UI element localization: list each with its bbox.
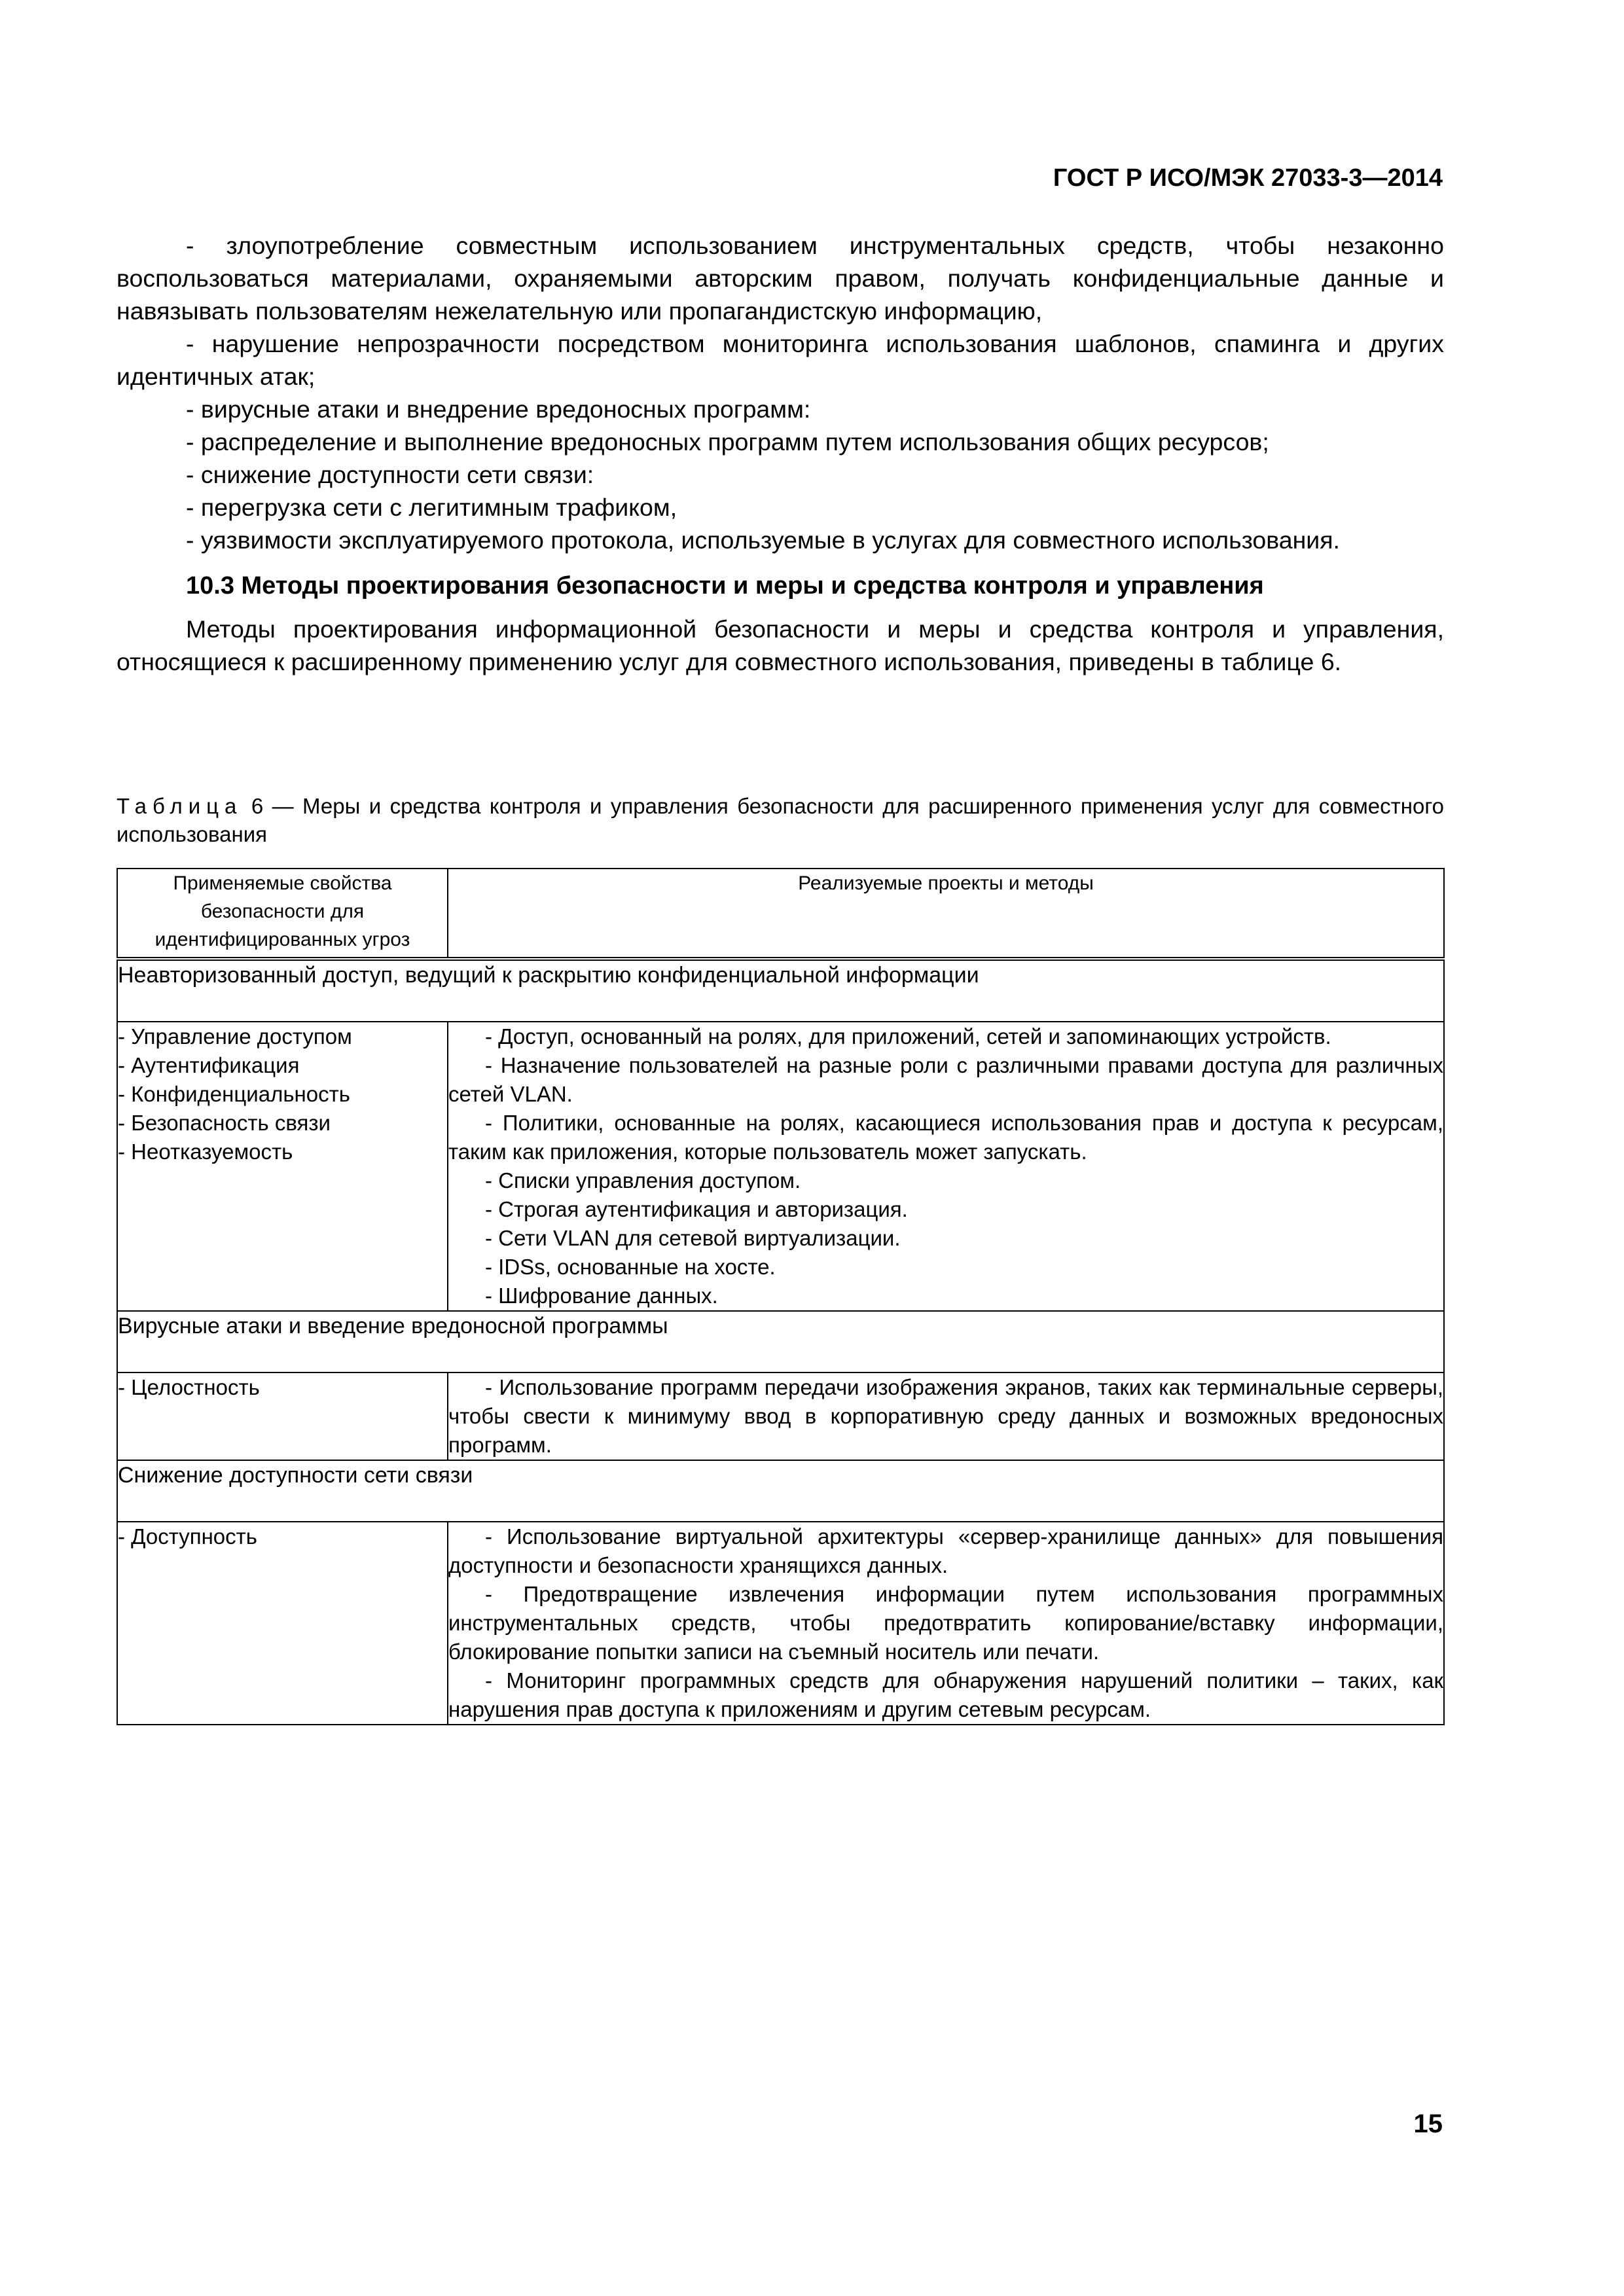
security-controls-table <box>117 868 1445 1725</box>
group-title-row <box>117 1460 1444 1522</box>
property-item: - Управление доступом <box>118 1024 352 1049</box>
property-item: - Конфиденциальность <box>118 1082 350 1106</box>
method-item: - Списки управления доступом. <box>485 1168 801 1193</box>
method-item: - Шифрование данных. <box>485 1283 718 1308</box>
group-title: Неавторизованный доступ, ведущий к раскрытию конфиденциальной информации <box>117 959 1444 1022</box>
method-item: - Мониторинг программных средств для обнаружения нарушений политики – таких, как нарушения прав доступа к приложениям и другим сетевым ресурсам. <box>448 1668 1443 1721</box>
page-number: 15 <box>1413 2109 1443 2138</box>
table-header-row <box>117 869 1444 959</box>
method-item: - Использование виртуальной архитектуры «сервер-хранилище данных» для повышения доступности и безопасности хранящихся данных. <box>448 1524 1443 1577</box>
paragraph: - уязвимости эксплуатируемого протокола, используемые в услугах для совместного использования. <box>186 526 1340 554</box>
document-id: ГОСТ Р ИСО/МЭК 27033-3—2014 <box>1053 164 1443 192</box>
property-item: - Доступность <box>118 1524 257 1549</box>
methods-cell <box>448 1522 1444 1725</box>
group-title-row <box>117 1311 1444 1372</box>
method-item: - Политики, основанные на ролях, касающиеся использования прав и доступа к ресурсам, таким как приложения, которые пользователь может запускать. <box>448 1111 1443 1164</box>
method-item: - Предотвращение извлечения информации путем использования программных инструментальных средств, чтобы предотвратить копирование/вставку информации, блокирование попытки записи на съемный носитель или печати. <box>448 1582 1443 1664</box>
body-text <box>117 229 1444 678</box>
properties-cell <box>117 1372 448 1460</box>
section-paragraph: Методы проектирования информационной безопасности и меры и средства контроля и управления, относящиеся к расширенному применению услуг для совместного использования, приведены в таблице 6. <box>117 615 1444 675</box>
paragraph: - нарушение непрозрачности посредством мониторинга использования шаблонов, спаминга и других идентичных атак; <box>117 330 1444 390</box>
paragraph: - перегрузка сети с легитимным трафиком, <box>186 493 677 521</box>
method-item: - Доступ, основанный на ролях, для приложений, сетей и запоминающих устройств. <box>485 1024 1331 1049</box>
properties-cell <box>117 1522 448 1725</box>
method-item: - Строгая аутентификация и авторизация. <box>485 1197 908 1221</box>
property-item: - Аутентификация <box>118 1053 300 1077</box>
method-item: - IDSs, основанные на хосте. <box>485 1255 776 1279</box>
table-row <box>117 1372 1444 1460</box>
header-properties: Применяемые свойства безопасности для идентифицированных угроз <box>117 869 448 959</box>
property-item: - Неотказуемость <box>118 1139 293 1164</box>
section-heading: 10.3 Методы проектирования безопасности и меры и средства контроля и управления <box>186 572 1264 600</box>
table-row <box>117 1022 1444 1311</box>
group-title: Снижение доступности сети связи <box>117 1460 1444 1522</box>
property-item: - Целостность <box>118 1375 260 1399</box>
table-caption-label: Таблица <box>117 794 243 818</box>
property-item: - Безопасность связи <box>118 1111 331 1135</box>
paragraph: - вирусные атаки и внедрение вредоносных программ: <box>186 395 811 423</box>
paragraph: - злоупотребление совместным использованием инструментальных средств, чтобы незаконно воспользоваться материалами, охраняемыми авторским правом, получать конфиденциальные данные и навязывать пользователям нежелательную или пропагандистскую информацию, <box>117 232 1444 325</box>
header-methods: Реализуемые проекты и методы <box>448 869 1444 959</box>
group-title: Вирусные атаки и введение вредоносной программы <box>117 1311 1444 1372</box>
method-item: - Назначение пользователей на разные роли с различными правами доступа для различных сетей VLAN. <box>448 1053 1443 1106</box>
methods-cell <box>448 1372 1444 1460</box>
method-item: - Использование программ передачи изображения экранов, таких как терминальные серверы, чтобы свести к минимуму ввод в корпоративную среду данных и возможных вредоносных программ. <box>448 1375 1443 1457</box>
methods-cell <box>448 1022 1444 1311</box>
paragraph: - распределение и выполнение вредоносных программ путем использования общих ресурсов; <box>186 428 1269 456</box>
table-row <box>117 1522 1444 1725</box>
table-caption <box>117 792 1444 848</box>
method-item: - Сети VLAN для сетевой виртуализации. <box>485 1226 901 1250</box>
paragraph: - снижение доступности сети связи: <box>186 461 594 488</box>
table-caption-text: 6 — Меры и средства контроля и управления безопасности для расширенного применения услуг для совместного использования <box>117 794 1444 846</box>
properties-cell <box>117 1022 448 1311</box>
group-title-row <box>117 959 1444 1022</box>
